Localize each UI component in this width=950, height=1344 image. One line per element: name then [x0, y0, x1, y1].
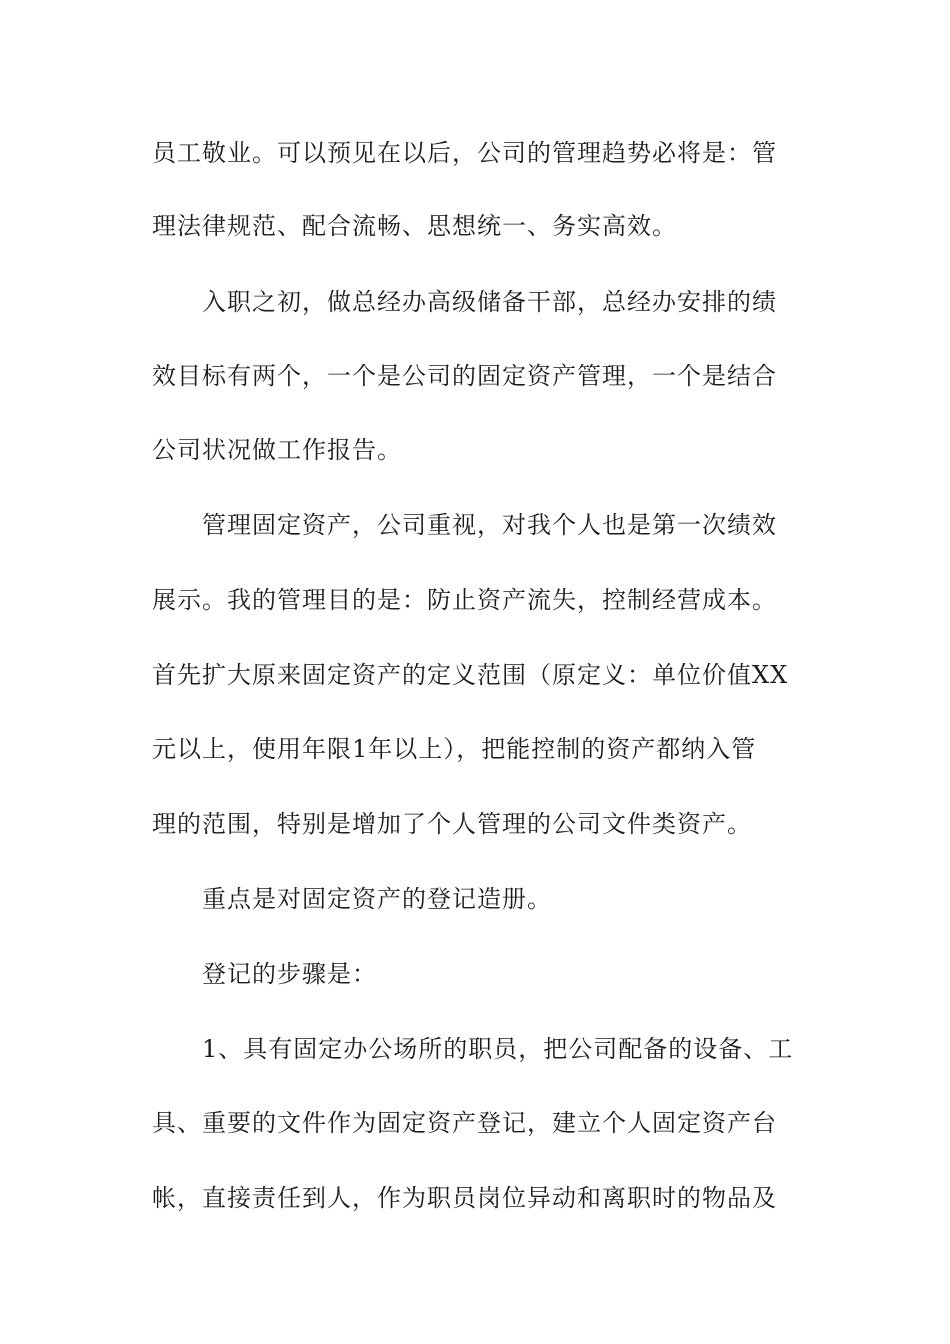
- text-line: 展示。我的管理目的是：防止资产流失，控制经营成本。: [152, 586, 777, 614]
- paragraph-start-line: 管理固定资产，公司重视，对我个人也是第一次绩效: [202, 511, 777, 539]
- text-line: 首先扩大原来固定资产的定义范围（原定义：单位价值XX: [152, 661, 789, 689]
- paragraph-start-line: 入职之初，做总经办高级储备干部，总经办安排的绩: [202, 288, 777, 316]
- text-line: 员工敬业。可以预见在以后，公司的管理趋势必将是：管: [152, 139, 777, 167]
- text-line: 效目标有两个，一个是公司的固定资产管理，一个是结合: [152, 362, 777, 390]
- paragraph-start-line: 1、具有固定办公场所的职员，把公司配备的设备、工: [202, 1035, 794, 1063]
- text-line: 理法律规范、配合流畅、思想统一、务实高效。: [152, 212, 677, 240]
- text-line: 具、重要的文件作为固定资产登记，建立个人固定资产台: [152, 1109, 777, 1137]
- text-line: 元以上，使用年限1年以上），把能控制的资产都纳入管: [152, 735, 757, 763]
- text-line: 理的范围，特别是增加了个人管理的公司文件类资产。: [152, 810, 752, 838]
- paragraph-start-line: 登记的步骤是：: [202, 960, 377, 988]
- text-line: 公司状况做工作报告。: [152, 436, 402, 464]
- paragraph-start-line: 重点是对固定资产的登记造册。: [202, 885, 552, 913]
- text-line: 帐，直接责任到人，作为职员岗位异动和离职时的物品及: [152, 1184, 777, 1212]
